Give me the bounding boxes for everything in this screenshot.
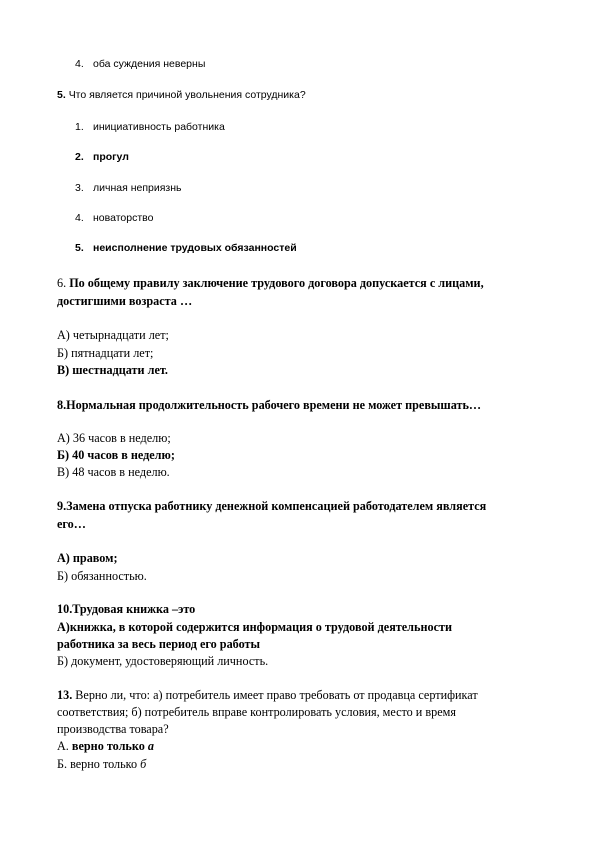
q13-question-line2: соответствия; б) потребитель вправе контролировать условия, место и время <box>57 705 456 719</box>
q10-option-b: Б) документ, удостоверяющий личность. <box>57 654 269 668</box>
q9-option-b: Б) обязанностью. <box>57 569 147 583</box>
q8-question: 8.Нормальная продолжительность рабочего времени не может превышать… <box>57 398 482 412</box>
q9-question-line2: его… <box>57 517 86 531</box>
option-prefix: Б. <box>57 757 68 771</box>
q5-option-5 <box>75 242 297 254</box>
option-text: новаторство <box>93 212 154 224</box>
q13-option-a <box>57 739 154 754</box>
q6-question-line2: достигшими возраста … <box>57 294 193 308</box>
q6-option-a: А) четырнадцати лет; <box>57 328 169 342</box>
question-number: 6. <box>57 276 67 290</box>
q6-question-line1 <box>57 276 484 291</box>
q10-question: 10.Трудовая книжка –это <box>57 602 196 616</box>
question-text: Верно ли, что: а) потребитель имеет право требовать от продавца сертификат <box>75 688 478 702</box>
q8-option-a: А) 36 часов в неделю; <box>57 431 171 445</box>
question-number: 5. <box>57 89 66 101</box>
option-text: личная неприязнь <box>93 182 182 194</box>
option-number: 4. <box>75 212 84 224</box>
option-letter: а <box>147 739 154 753</box>
q13-option-b <box>57 757 146 772</box>
option-prefix: А. <box>57 739 69 753</box>
option-text: инициативность работника <box>93 121 225 133</box>
q6-option-c: В) шестнадцати лет. <box>57 363 168 377</box>
q5-option-3 <box>75 182 182 194</box>
option-number: 2. <box>75 151 84 163</box>
q10-option-a-line2: работника за весь период его работы <box>57 637 261 651</box>
q9-question-line1: 9.Замена отпуска работнику денежной компенсацией работодателем является <box>57 499 487 513</box>
q10-option-a-line1: А)книжка, в которой содержится информация о трудовой деятельности <box>57 620 452 634</box>
q5-option-4 <box>75 212 153 224</box>
q5-question <box>57 89 306 101</box>
question-number: 13. <box>57 688 73 702</box>
q5-option-2 <box>75 151 129 163</box>
question-text: По общему правилу заключение трудового договора допускается с лицами, <box>69 276 484 290</box>
option-number: 5. <box>75 242 84 254</box>
q13-question-line1 <box>57 688 478 703</box>
option-number: 4. <box>75 58 84 70</box>
option-text: прогул <box>93 151 129 163</box>
option-text: оба суждения неверны <box>93 58 206 70</box>
option-letter: б <box>140 757 147 771</box>
option-text: верно только <box>71 739 145 753</box>
option-text: неисполнение трудовых обязанностей <box>93 242 297 254</box>
q8-option-b: Б) 40 часов в неделю; <box>57 448 175 462</box>
q8-option-c: В) 48 часов в неделю. <box>57 465 170 479</box>
q5-option-1 <box>75 121 225 133</box>
q6-option-b: Б) пятнадцати лет; <box>57 346 154 360</box>
option-number: 3. <box>75 182 84 194</box>
q13-question-line3: производства товара? <box>57 722 169 736</box>
option-text: верно только <box>70 757 138 771</box>
q4-option-4 <box>75 58 205 70</box>
question-text: Что является причиной увольнения сотрудника? <box>68 89 306 101</box>
q9-option-a: А) правом; <box>57 551 118 565</box>
option-number: 1. <box>75 121 84 133</box>
